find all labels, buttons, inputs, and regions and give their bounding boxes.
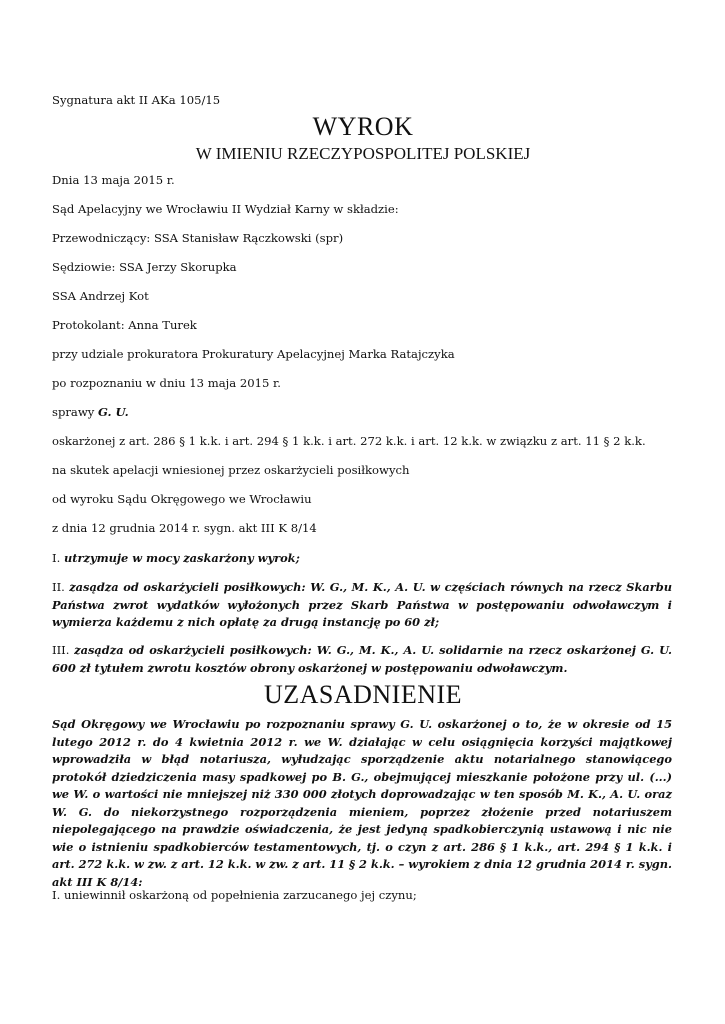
ruling-item-1 [52,550,672,568]
lower-court-line: od wyroku Sądu Okręgowego we Wrocławiu [52,492,312,506]
judgment-subtitle: W IMIENIU RZECZYPOSPOLITEJ POLSKIEJ [195,144,531,163]
case-signature: Sygnatura akt II AKa 105/15 [52,93,221,107]
justification-paragraph [52,716,672,891]
item-number: I. [52,888,64,902]
court-clerk: Protokolant: Anna Turek [52,318,197,332]
hearing-line: po rozpoznaniu w dniu 13 maja 2015 r. [52,376,281,390]
date-line: Dnia 13 maja 2015 r. [52,173,175,187]
ruling-item-3 [52,642,672,677]
ruling-item-2 [52,579,672,632]
court-line: Sąd Apelacyjny we Wrocławiu II Wydział Karny w składzie: [52,202,399,216]
judgment-date-line: z dnia 12 grudnia 2014 r. sygn. akt III K 8/14 [52,521,317,535]
charges-line: oskarżonej z art. 286 § 1 k.k. i art. 294 § 1 k.k. i art. 272 k.k. i art. 12 k.k. w związku z art. 11 § 2 k.k. [52,434,646,448]
presiding-judge: Przewodniczący: SSA Stanisław Rączkowski (spr) [52,231,344,245]
ruling-number: II. [52,580,70,594]
case-prefix: sprawy [52,405,98,419]
second-judge: SSA Andrzej Kot [52,289,149,303]
case-line [52,405,129,420]
justification-text: Sąd Okręgowy we Wrocławiu po rozpoznaniu sprawy G. U. oskarżonej o to, że w okresie od 15 lutego 2012 r. do 4 kwietnia 2012 r. we W. działając w celu osiągnięcia korzyści majątkowej wprowadziła w błąd notariusza, wyłudzając sporządzenie aktu notarialnego stanowiącego protokół dziedziczenia masy spadkowej po B. G., obejmującej mieszkanie położone przy ul. (...) we W. o wartości nie mniejszej niż 330 000 złotych doprowadzając w ten sposób M. K., A. U. oraz W. G. do niekorzystnego rozporządzenia mieniem, poprzez złożenie przed notariuszem niepolegającego na prawdzie oświadczenia, że jest jedyną spadkobierczynią ustawową i nic nie wie o istnieniu spadkobierców testamentowych, tj. o czyn z art. 286 § 1 k.k., art. 294 § 1 k.k. i art. 272 k.k. w zw. z art. 12 k.k. w zw. z art. 11 § 2 k.k. – wyrokiem z dnia 12 grudnia 2014 r. sygn. akt III K 8/14: [52,717,672,889]
case-name: G. U. [98,405,129,419]
ruling-text: zasądza od oskarżycieli posiłkowych: W. G., M. K., A. U. w częściach równych na rzecz Skarbu Państwa zwrot wydatków wyłożonych przez Skarb Państwa w postępowaniu odwoławczym i wymierza każdemu z nich opłatę za drugą instancję po 60 zł; [52,580,673,629]
item-text: uniewinnił oskarżoną od popełnienia zarzucanego jej czynu; [63,888,417,902]
justification-title: UZASADNIENIE [263,680,463,709]
ruling-number: III. [52,643,75,657]
document-page [52,0,674,1024]
judgment-title: WYROK [312,112,414,141]
ruling-text: zasądza od oskarżycieli posiłkowych: W. G., M. K., A. U. solidarnie na rzecz oskarżonej G. U. 600 zł tytułem zwrotu kosztów obrony oskarżonej w postępowaniu odwoławczym. [52,643,672,675]
judges-line: Sędziowie: SSA Jerzy Skorupka [52,260,237,274]
appeal-line: na skutek apelacji wniesionej przez oskarżycieli posiłkowych [52,463,410,477]
acquittal-item [52,888,417,903]
ruling-text: utrzymuje w mocy zaskarżony wyrok; [63,551,300,565]
prosecutor-line: przy udziale prokuratora Prokuratury Apelacyjnej Marka Ratajczyka [52,347,455,361]
ruling-number: I. [52,551,64,565]
